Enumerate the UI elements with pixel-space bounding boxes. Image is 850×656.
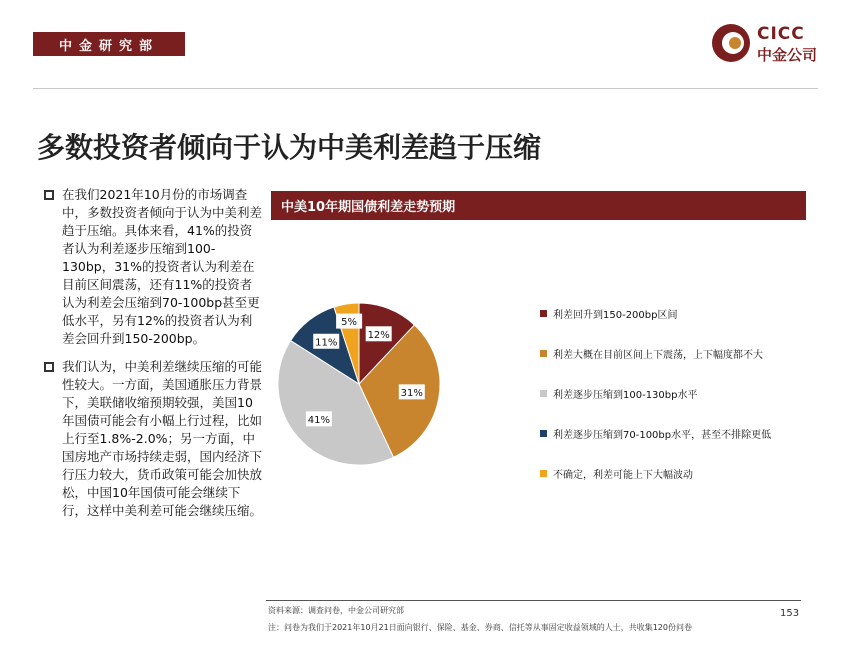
legend-item bbox=[540, 306, 810, 321]
cicc-logo bbox=[711, 22, 826, 64]
legend-item bbox=[540, 386, 810, 401]
legend-item bbox=[540, 466, 810, 481]
pie-data-label bbox=[306, 411, 332, 426]
chart-title-bar: 中美10年期国债利差走势预期 bbox=[271, 191, 806, 220]
page-number: 153 bbox=[780, 608, 800, 619]
legend-label: 不确定，利差可能上下大幅波动 bbox=[553, 470, 693, 481]
svg-text:5%: 5% bbox=[341, 317, 358, 329]
chart-legend bbox=[540, 306, 810, 506]
legend-label: 利差大概在目前区间上下震荡，上下幅度都不大 bbox=[553, 350, 763, 361]
pie-data-label bbox=[399, 384, 425, 399]
header-divider bbox=[33, 88, 818, 89]
pie-data-label bbox=[336, 314, 362, 329]
svg-text:11%: 11% bbox=[315, 337, 338, 349]
legend-swatch bbox=[540, 470, 547, 477]
svg-text:12%: 12% bbox=[367, 329, 390, 341]
svg-text:41%: 41% bbox=[307, 414, 331, 426]
footer-divider bbox=[266, 600, 801, 601]
legend-label: 利差逐步压缩到100-130bp水平 bbox=[553, 390, 698, 401]
logo-text-cn: 中金公司 bbox=[757, 46, 818, 64]
legend-swatch bbox=[540, 390, 547, 397]
cicc-logo-icon bbox=[711, 23, 751, 63]
legend-item bbox=[540, 346, 810, 361]
bullet-item bbox=[44, 358, 262, 520]
svg-text:31%: 31% bbox=[400, 387, 423, 399]
bullet-item bbox=[44, 186, 262, 348]
source-note: 资料来源：调查问卷，中金公司研究部 bbox=[268, 606, 404, 615]
pie-data-label bbox=[313, 334, 339, 349]
square-bullet-icon bbox=[44, 190, 54, 200]
legend-label: 利差逐步压缩到70-100bp水平，甚至不排除更低 bbox=[553, 430, 772, 441]
department-tag: 中金研究部 bbox=[33, 32, 185, 56]
logo-text-en: CICC bbox=[757, 24, 805, 44]
legend-label: 利差回升到150-200bp区间 bbox=[553, 310, 678, 321]
square-bullet-icon bbox=[44, 362, 54, 372]
pie-data-label bbox=[366, 326, 392, 341]
survey-note: 注：问卷为我们于2021年10月21日面向银行、保险、基金、券商、信托等从事固定收益领域的人士，共收集120份问卷 bbox=[268, 623, 692, 632]
page-title: 多数投资者倾向于认为中美利差趋于压缩 bbox=[37, 131, 542, 164]
legend-swatch bbox=[540, 350, 547, 357]
legend-item bbox=[540, 426, 810, 441]
legend-swatch bbox=[540, 310, 547, 317]
bullet-text: 在我们2021年10月份的市场调查中，多数投资者倾向于认为中美利差趋于压缩。具体来看，41%的投资者认为利差逐步压缩到100-130bp，31%的投资者认为利差在目前区间震荡，还有11%的投资者认为利差会压缩到70-100bp甚至更低水平，另有12%的投资者认为利差会回升到150-200bp。 bbox=[62, 187, 263, 346]
legend-swatch bbox=[540, 430, 547, 437]
pie-chart bbox=[270, 295, 470, 495]
bullet-text: 我们认为，中美利差继续压缩的可能性较大。一方面，美国通胀压力背景下，美联储收缩预期较强，美国10年国债可能会有小幅上行过程，比如上行至1.8%-2.0%；另一方面，中国房地产市场持续走弱，国内经济下行压力较大，货币政策可能会加快放松，中国10年国债可能会继续下行，这样中美利差可能会继续压缩。 bbox=[62, 359, 263, 518]
bullet-list bbox=[44, 186, 262, 530]
